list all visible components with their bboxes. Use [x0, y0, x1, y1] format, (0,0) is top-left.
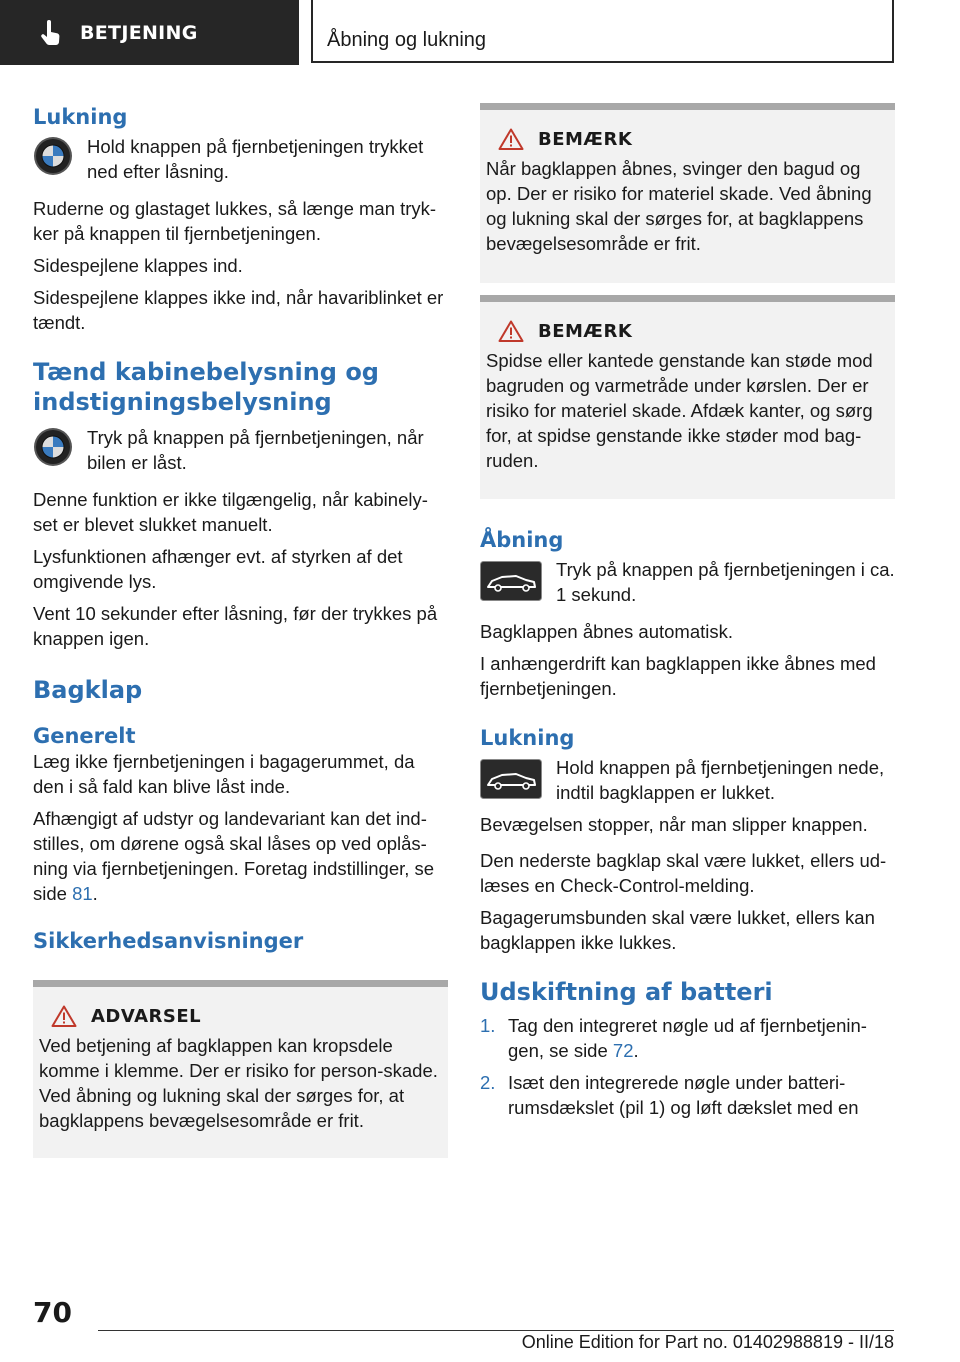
warning-body: Ved betjening af bagklappen kan kropsdele komme i klemme. Der er risiko for person‐skade. Ved åbning og lukning skal der sørges for, at bagklappens bevægelsesområde er frit. [39, 1035, 438, 1131]
tailgate-button-icon [480, 561, 542, 601]
list-item [480, 1070, 895, 1120]
paragraph-text: Afhængigt af udstyr og landevariant kan det ind‐stilles, om dørene også skal låses op ved oplås‐ning via fjernbetjeningen. Foretag indstillinger, se side [33, 808, 435, 904]
section-heading-bagklap: Bagklap [33, 676, 143, 704]
paragraph [33, 806, 448, 906]
step-text-main: Tag den integreret nøgle ud af fjernbetjenin‐gen, se side [508, 1015, 867, 1061]
list-item [480, 1013, 895, 1063]
steps-list [480, 1013, 895, 1120]
paragraph: Lysfunktionen afhænger evt. af styrken af det omgivende lys. [33, 546, 403, 592]
chapter-tab[interactable] [0, 0, 299, 65]
paragraph: Den nederste bagklap skal være lukket, ellers ud‐læses en Check-Control-melding. [480, 850, 887, 896]
subheading-generelt: Generelt [33, 724, 136, 748]
note-body: Når bagklappen åbnes, svinger den bagud og op. Der er risiko for materiel skade. Ved åbning og lukning skal der sørges for, at bagklappens bevægelsesområde er frit. [486, 158, 872, 254]
step-number: 2. [480, 1072, 496, 1093]
warning-triangle-icon [51, 1005, 77, 1027]
warning-title: ADVARSEL [91, 1005, 202, 1027]
paragraph: Bagagerumsbunden skal være lukket, ellers kan bagklappen ikke lukkes. [480, 907, 875, 953]
section-heading-aabning: Åbning [480, 528, 564, 552]
right-column [480, 100, 895, 1120]
footer-divider [98, 1330, 894, 1331]
instruction-row [480, 557, 895, 607]
instruction-text: Hold knappen på fjernbetjeningen nede, indtil bagklappen er lukket. [556, 757, 885, 803]
chapter-label: BETJENING [80, 21, 198, 44]
step-text-end: . [633, 1040, 639, 1061]
warning-box [33, 980, 448, 1158]
paragraph: Sidespejlene klappes ind. [33, 255, 243, 276]
note-box [480, 103, 895, 283]
warning-header [51, 1005, 440, 1027]
section-heading-udskiftning: Udskiftning af batteri [480, 978, 773, 1006]
remote-key-icon [33, 136, 73, 176]
edition-text: Online Edition for Part no. 01402988819 - II/18 [521, 1332, 894, 1352]
page-number: 70 [33, 1296, 72, 1329]
paragraph: Sidespejlene klappes ikke ind, når havariblinket er tændt. [33, 287, 444, 333]
instruction-text: Hold knappen på fjernbetjeningen trykket ned efter låsning. [87, 136, 424, 182]
hand-pointer-icon [40, 20, 62, 46]
paragraph: Vent 10 sekunder efter låsning, før der trykkes på knappen igen. [33, 603, 438, 649]
note-body: Spidse eller kantede genstande kan støde mod bagruden og varmetråde under kørslen. Der er risiko for materiel skade. Afdæk kanter, og sørg for, at spidse genstande ikke støder mod bag‐ruden. [486, 350, 873, 471]
page-link[interactable]: 72 [612, 1040, 634, 1061]
paragraph: Ruderne og glastaget lukkes, så længe man tryk‐ker på knappen til fjernbetjeningen. [33, 198, 437, 244]
paragraph: Denne funktion er ikke tilgængelig, når kabinely‐set er blevet slukket manuelt. [33, 489, 428, 535]
paragraph: Læg ikke fjernbetjeningen i bagagerummet, da den i så fald kan blive låst inde. [33, 751, 415, 797]
left-column [33, 100, 448, 1158]
instruction-row [480, 755, 895, 805]
step-number: 1. [480, 1015, 496, 1036]
warning-triangle-icon [498, 320, 524, 342]
instruction-row [33, 425, 448, 475]
section-heading-lukning: Lukning [33, 105, 128, 129]
paragraph-end: . [92, 883, 98, 904]
note-header [498, 128, 887, 150]
note-title: BEMÆRK [538, 320, 633, 342]
step-text: Isæt den integrerede nøgle under batteri‐rumsdækslet (pil 1) og løft dækslet med en [508, 1072, 859, 1118]
header-title-box [311, 0, 894, 63]
note-title: BEMÆRK [538, 128, 633, 150]
section-heading-lukning-bagklap: Lukning [480, 726, 575, 750]
instruction-text: Tryk på knappen på fjernbetjeningen, når bilen er låst. [87, 427, 424, 473]
tailgate-button-icon [480, 759, 542, 799]
paragraph: I anhængerdrift kan bagklappen ikke åbnes med fjernbetjeningen. [480, 653, 876, 699]
remote-key-icon [33, 427, 73, 467]
warning-triangle-icon [498, 128, 524, 150]
page-link[interactable]: 81 [72, 883, 93, 904]
section-heading-sikkerhedsanvisninger: Sikkerhedsanvisninger [33, 929, 304, 953]
note-box [480, 295, 895, 499]
note-header [498, 320, 887, 342]
section-heading-kabinebelysning: Tænd kabinebelysning og indstigningsbelysning [33, 358, 379, 416]
instruction-row [33, 134, 448, 184]
paragraph: Bagklappen åbnes automatisk. [480, 621, 734, 642]
step-text [508, 1013, 895, 1063]
instruction-text: Tryk på knappen på fjernbetjeningen i ca. 1 sekund. [556, 559, 895, 605]
page-title: Åbning og lukning [327, 29, 487, 51]
paragraph: Bevægelsen stopper, når man slipper knappen. [480, 814, 868, 835]
